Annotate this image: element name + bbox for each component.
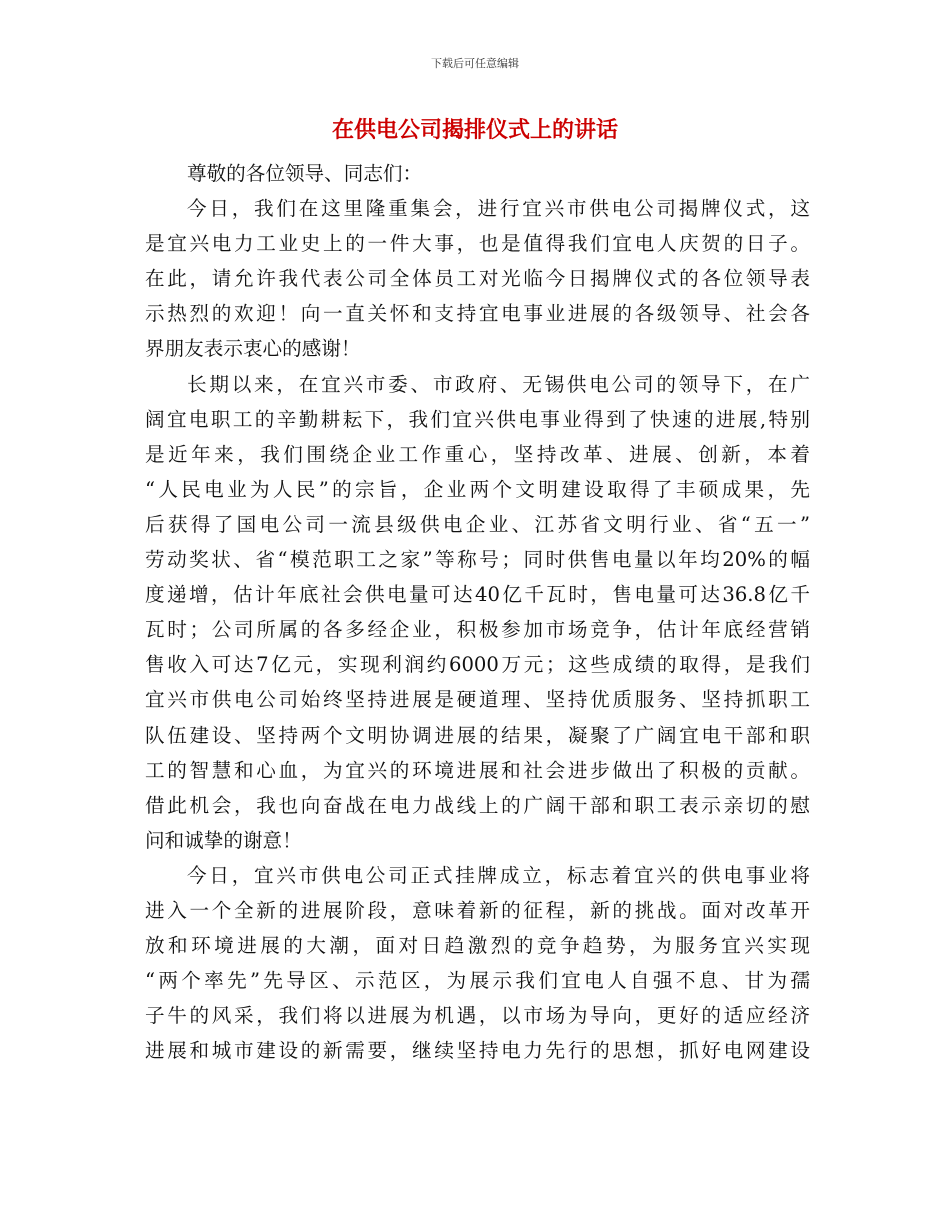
text-line: 工的智慧和心血，为宜兴的环境进展和社会进步做出了积极的贡献。 <box>145 758 810 782</box>
text-line: 劳动奖状、省“模范职工之家”等称号；同时供售电量以年均20%的幅 <box>145 548 810 572</box>
text-line: 在此，请允许我代表公司全体员工对光临今日揭牌仪式的各位领导表 <box>145 267 810 291</box>
text-line: 宜兴市供电公司始终坚持进展是硬道理、坚持优质服务、坚持抓职工 <box>145 688 810 712</box>
text-line: 瓦时；公司所属的各多经企业，积极参加市场竞争，估计年底经营销 <box>145 618 810 642</box>
text-line: 是近年来，我们围绕企业工作重心，坚持改革、进展、创新，本着 <box>145 442 810 466</box>
text-line: 子牛的风采，我们将以进展为机遇，以市场为导向，更好的适应经济 <box>145 1004 810 1028</box>
text-line: 长期以来，在宜兴市委、市政府、无锡供电公司的领导下，在广 <box>187 372 810 396</box>
text-line: 今日，我们在这里隆重集会，进行宜兴市供电公司揭牌仪式，这 <box>187 197 810 221</box>
document-title: 在供电公司揭排仪式上的讲话 <box>331 118 618 143</box>
text-line: 借此机会，我也向奋战在电力战线上的广阔干部和职工表示亲切的慰 <box>145 793 810 817</box>
text-line: 阔宜电职工的辛勤耕耘下，我们宜兴供电事业得到了快速的进展,特别 <box>145 407 810 431</box>
text-line: 今日，宜兴市供电公司正式挂牌成立，标志着宜兴的供电事业将 <box>187 863 810 887</box>
text-line: 示热烈的欢迎！向一直关怀和支持宜电事业进展的各级领导、社会各 <box>145 302 810 326</box>
text-line: “两个率先”先导区、示范区，为展示我们宜电人自强不息、甘为孺 <box>145 969 810 993</box>
text-line: 队伍建设、坚持两个文明协调进展的结果，凝聚了广阔宜电干部和职 <box>145 723 810 747</box>
text-line: 尊敬的各位领导、同志们： <box>187 162 423 185</box>
text-line: 问和诚挚的谢意！ <box>145 828 302 852</box>
text-line: 进入一个全新的进展阶段，意味着新的征程，新的挑战。面对改革开 <box>145 898 810 922</box>
speech-body <box>145 156 810 1068</box>
text-line: 界朋友表示衷心的感谢！ <box>145 337 361 361</box>
header-note: 下载后可任意编辑 <box>431 57 519 70</box>
text-line: 放和环境进展的大潮，面对日趋激烈的竞争趋势，为服务宜兴实现 <box>145 934 810 958</box>
text-line: 后获得了国电公司一流县级供电企业、江苏省文明行业、省“五一” <box>145 512 810 536</box>
text-line: 度递增，估计年底社会供电量可达40亿千瓦时，售电量可达36.8亿千 <box>145 583 810 607</box>
text-line: “人民电业为人民”的宗旨，企业两个文明建设取得了丰硕成果，先 <box>145 477 810 501</box>
text-line: 是宜兴电力工业史上的一件大事，也是值得我们宜电人庆贺的日子。 <box>145 232 810 256</box>
text-line: 进展和城市建设的新需要，继续坚持电力先行的思想，抓好电网建设 <box>145 1039 810 1063</box>
text-line: 售收入可达7亿元，实现利润约6000万元；这些成绩的取得，是我们 <box>145 653 810 677</box>
